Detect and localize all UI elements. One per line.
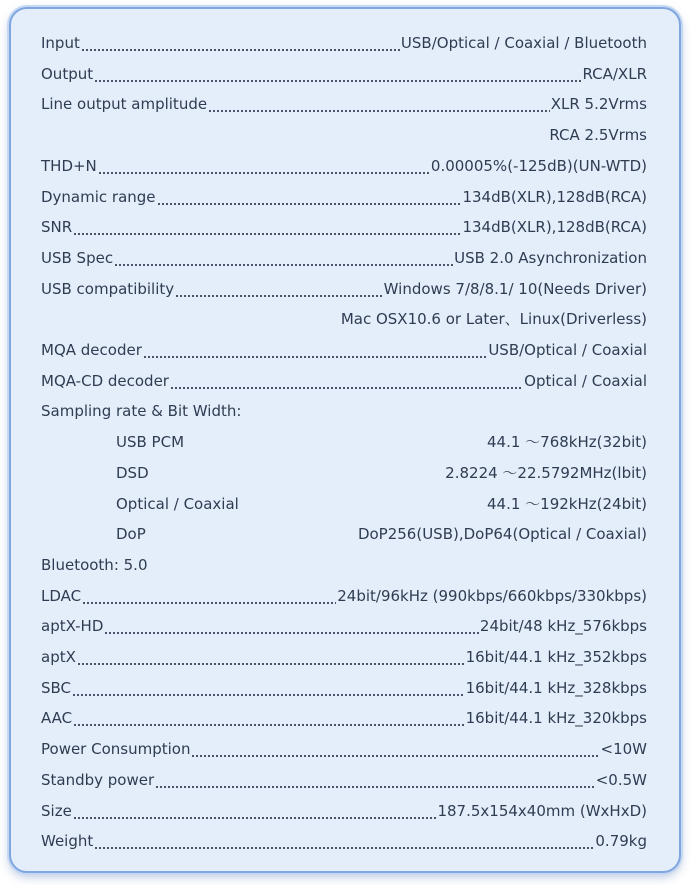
spec-label: Output	[41, 65, 94, 83]
section-heading-text: Bluetooth: 5.0	[41, 556, 148, 574]
dot-leader	[104, 617, 479, 635]
spec-value: RCA 2.5Vrms	[549, 126, 647, 144]
spec-subrow	[116, 489, 647, 513]
spec-value: RCA/XLR	[582, 65, 647, 83]
spec-row	[41, 28, 647, 52]
dot-leader	[143, 341, 487, 359]
spec-label: Weight	[41, 832, 94, 850]
spec-row-continuation	[41, 304, 647, 328]
spec-value: 134dB(XLR),128dB(RCA)	[462, 188, 647, 206]
spec-value: 44.1 〜768kHz(32bit)	[487, 433, 647, 451]
spec-label: Line output amplitude	[41, 95, 208, 113]
spec-label: Size	[41, 802, 72, 820]
spec-label: USB compatibility	[41, 280, 175, 298]
spec-row	[41, 151, 647, 175]
spec-row	[41, 642, 647, 666]
spec-label: MQA decoder	[41, 341, 142, 359]
spec-row	[41, 826, 647, 850]
spec-row	[41, 581, 647, 605]
spec-row	[41, 796, 647, 820]
spec-row	[41, 243, 647, 267]
spec-value: 16bit/44.1 kHz_320kbps	[465, 709, 647, 727]
spec-row	[41, 274, 647, 298]
spec-label: Input	[41, 34, 80, 52]
spec-value: XLR 5.2Vrms	[550, 95, 647, 113]
spec-label: Dynamic range	[41, 188, 156, 206]
spec-label: MQA-CD decoder	[41, 372, 169, 390]
spec-value: <10W	[600, 740, 647, 758]
dot-leader	[175, 280, 383, 298]
spec-value: 24bit/96kHz (990kbps/660kbps/330kbps)	[337, 587, 647, 605]
spec-sublabel: Optical / Coaxial	[116, 495, 239, 513]
dot-leader	[98, 157, 430, 175]
spec-row	[41, 366, 647, 390]
spec-label: LDAC	[41, 587, 82, 605]
spec-value: DoP256(USB),DoP64(Optical / Coaxial)	[357, 525, 647, 543]
spec-value: Optical / Coaxial	[524, 372, 647, 390]
spec-label: SBC	[41, 679, 72, 697]
spec-row	[41, 59, 647, 83]
spec-value: USB 2.0 Asynchronization	[454, 249, 647, 267]
spec-row	[41, 673, 647, 697]
spec-value: 44.1 〜192kHz(24bit)	[487, 495, 647, 513]
dot-leader	[94, 832, 594, 850]
spec-sublabel: DoP	[116, 525, 146, 543]
spec-row-continuation	[41, 120, 647, 144]
spec-label: aptX-HD	[41, 617, 104, 635]
spec-subrow	[116, 458, 647, 482]
spec-row	[41, 89, 647, 113]
spec-row	[41, 212, 647, 236]
spec-row	[41, 765, 647, 789]
dot-leader	[191, 740, 599, 758]
spec-value: 2.8224 〜22.5792MHz(lbit)	[445, 464, 647, 482]
spec-value: USB/Optical / Coaxial	[488, 341, 647, 359]
dot-leader	[81, 34, 400, 52]
spec-label: Standby power	[41, 771, 155, 789]
spec-value: <0.5W	[595, 771, 647, 789]
dot-leader	[94, 65, 581, 83]
spec-value: 24bit/48 kHz_576kbps	[479, 617, 647, 635]
spec-value: 0.79kg	[595, 832, 647, 850]
spec-subrow	[116, 427, 647, 451]
spec-label: aptX	[41, 648, 76, 666]
spec-section-heading	[41, 396, 647, 420]
spec-value: 16bit/44.1 kHz_352kbps	[465, 648, 647, 666]
spec-label: AAC	[41, 709, 73, 727]
dot-leader	[82, 587, 336, 605]
spec-row	[41, 611, 647, 635]
dot-leader	[73, 802, 437, 820]
spec-value: Mac OSX10.6 or Later、Linux(Driverless)	[340, 310, 647, 328]
spec-value: USB/Optical / Coaxial / Bluetooth	[400, 34, 647, 52]
spec-section-heading	[41, 550, 647, 574]
spec-row	[41, 734, 647, 758]
spec-value: 0.00005%(-125dB)(UN-WTD)	[430, 157, 647, 175]
spec-value: 16bit/44.1 kHz_328kbps	[465, 679, 647, 697]
dot-leader	[170, 372, 523, 390]
spec-label: THD+N	[41, 157, 97, 175]
dot-leader	[73, 709, 464, 727]
spec-label: Power Consumption	[41, 740, 191, 758]
dot-leader	[73, 218, 461, 236]
spec-value: Windows 7/8/8.1/ 10(Needs Driver)	[383, 280, 647, 298]
spec-value: 134dB(XLR),128dB(RCA)	[462, 218, 647, 236]
spec-label: SNR	[41, 218, 73, 236]
spec-value: 187.5x154x40mm (WxHxD)	[437, 802, 647, 820]
spec-subrow	[116, 519, 647, 543]
spec-label: USB Spec	[41, 249, 114, 267]
spec-sublabel: USB PCM	[116, 433, 185, 451]
dot-leader	[72, 679, 465, 697]
dot-leader	[208, 95, 550, 113]
spec-row	[41, 182, 647, 206]
section-heading-text: Sampling rate & Bit Width:	[41, 402, 242, 420]
spec-row	[41, 335, 647, 359]
spec-sublabel: DSD	[116, 464, 149, 482]
spec-row	[41, 703, 647, 727]
dot-leader	[155, 771, 595, 789]
dot-leader	[114, 249, 453, 267]
dot-leader	[77, 648, 465, 666]
dot-leader	[157, 188, 462, 206]
